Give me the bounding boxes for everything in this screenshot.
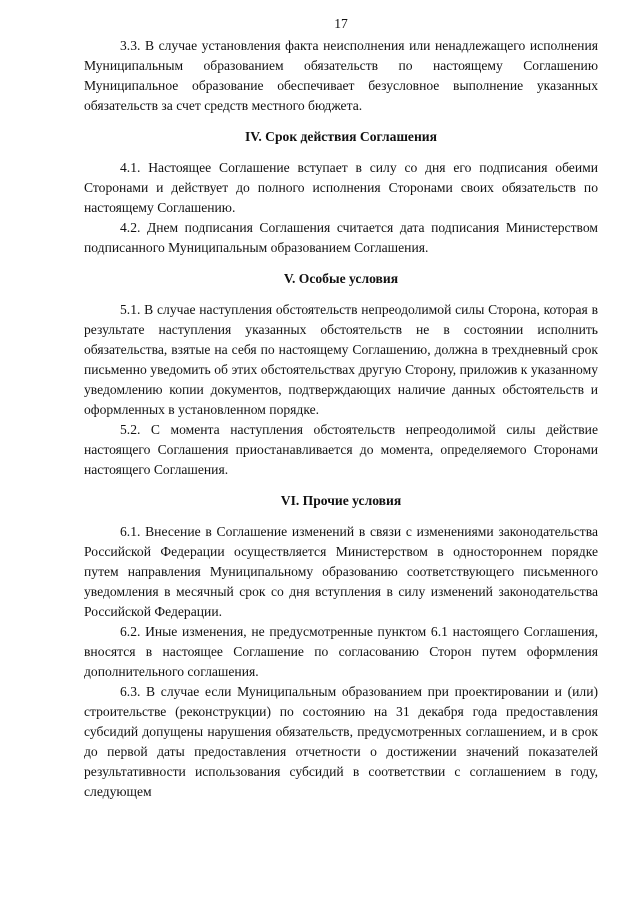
section-heading-5: V. Особые условия <box>283 271 399 286</box>
paragraph-4-2: 4.2. Днем подписания Соглашения считается дата подписания Министерством подписанного Муниципальным образованием Соглашения. <box>84 220 598 255</box>
page-number: 17 <box>334 16 348 31</box>
paragraph-5-1: 5.1. В случае наступления обстоятельств непреодолимой силы Сторона, которая в результате наступления указанных обстоятельств не в состоянии исполнить обязательства, взятые на себя по настоящему Соглашению, должна в трехдневный срок письменно уведомить об этих обстоятельствах другую Сторону, приложив к указанному уведомлению копии документов, подтверждающих наличие данных обстоятельств и оформленных в установленном порядке. <box>84 302 598 417</box>
paragraph-6-2: 6.2. Иные изменения, не предусмотренные пунктом 6.1 настоящего Соглашения, вносятся в настоящее Соглашение по согласованию Сторон путем оформления дополнительного соглашения. <box>84 624 598 679</box>
document-page <box>84 14 598 802</box>
paragraph-4-1: 4.1. Настоящее Соглашение вступает в силу со дня его подписания обеими Сторонами и действует до полного исполнения Сторонами своих обязательств по настоящему Соглашению. <box>84 160 598 215</box>
paragraph-5-2: 5.2. С момента наступления обстоятельств непреодолимой силы действие настоящего Соглашения приостанавливается до момента, определяемого Сторонами настоящего Соглашения. <box>84 422 598 477</box>
section-heading-4: IV. Срок действия Соглашения <box>245 129 437 144</box>
section-heading-6: VI. Прочие условия <box>280 493 402 508</box>
paragraph-6-1: 6.1. Внесение в Соглашение изменений в связи с изменениями законодательства Российской Федерации осуществляется Министерством в одностороннем порядке путем направления Муниципальному образованию соответствующего письменного уведомления в месячный срок со дня вступления в силу изменений законодательства Российской Федерации. <box>84 524 598 619</box>
paragraph-3-3: 3.3. В случае установления факта неисполнения или ненадлежащего исполнения Муниципальным образованием обязательств по настоящему Соглашению Муниципальное образование обеспечивает безусловное выполнение указанных обязательств за счет средств местного бюджета. <box>84 38 598 113</box>
paragraph-6-3: 6.3. В случае если Муниципальным образованием при проектировании и (или) строительстве (реконструкции) по состоянию на 31 декабря года предоставления субсидий допущены нарушения обязательств, предусмотренных соглашением, и в срок до первой даты предоставления отчетности о достижении значений показателей результативности использования субсидий в соответствии с соглашением в году, следующем <box>84 684 598 799</box>
